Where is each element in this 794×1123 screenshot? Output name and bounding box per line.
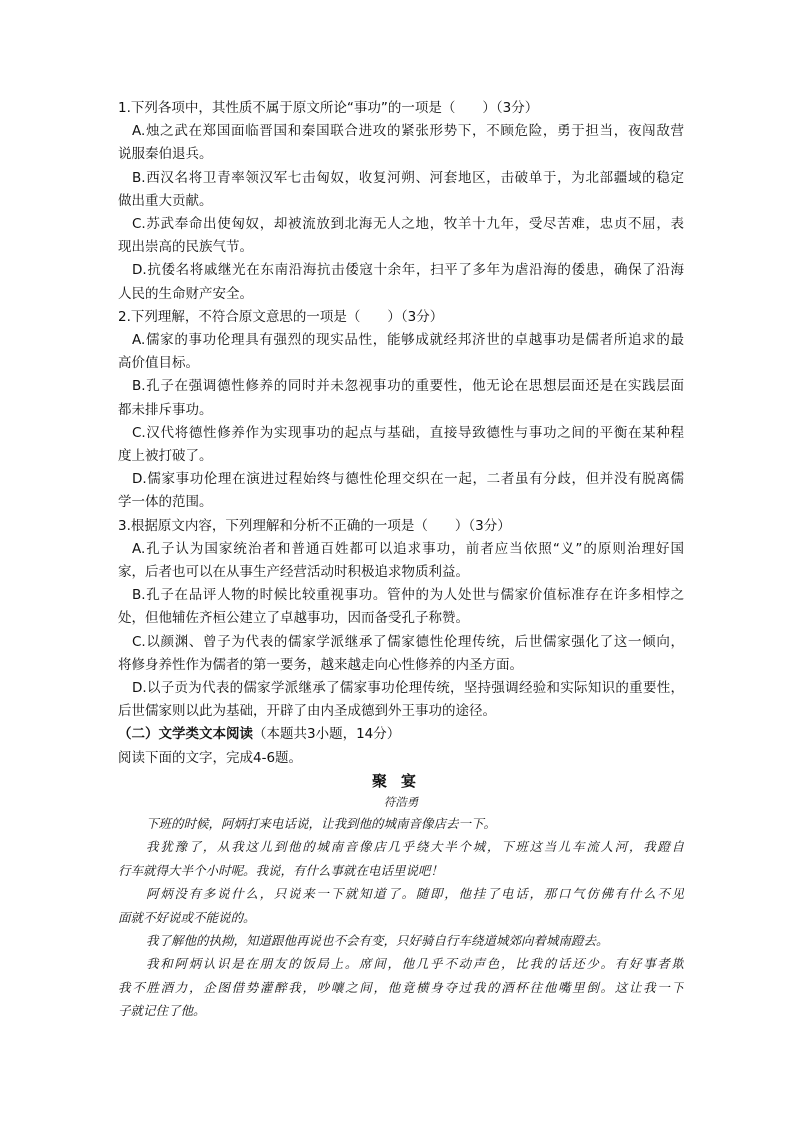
story-author: 符浩勇 (383, 794, 419, 809)
story-paragraph-5-line-2: 我不胜酒力，企图借势灌醉我，吵嚷之间，他竟横身夺过我的酒杯往他嘴里倒。这让我一下 (118, 979, 684, 995)
story-paragraph-2-line-2: 行车就得大半个小时呢。我说，有什么事就在电话里说吧！ (118, 862, 444, 878)
option-b-line-2: 都未排斥事功。 (118, 401, 213, 418)
option-b-line-1: B.西汉名将卫青率领汉军七击匈奴，收复河朔、河套地区，击破单于，为北部疆域的稳定 (132, 169, 684, 186)
option-d-line-1: D.以子贡为代表的儒家学派继承了儒家事功伦理传统，坚持强调经验和实际知识的重要性， (132, 680, 684, 697)
question-stem: 2.下列理解，不符合原文意思的一项是（ ）（3分） (118, 308, 444, 325)
option-b-line-1: B.孔子在强调德性修养的同时并未忽视事功的重要性，他无论在思想层面还是在实践层面 (132, 378, 684, 395)
story-paragraph-5-line-1: 我和阿炳认识是在朋友的饭局上。席间，他几乎不动声色，比我的话还少。有好事者欺 (146, 956, 684, 972)
option-a-line-1: A.烛之武在郑国面临晋国和秦国联合进攻的紧张形势下，不顾危险，勇于担当，夜闯敌营 (132, 123, 684, 140)
story-paragraph-3-line-2: 面就不好说或不能说的。 (118, 909, 256, 925)
option-c-line-2: 现出崇高的民族气节。 (118, 239, 253, 256)
story-paragraph-5-line-3: 子就记住了他。 (118, 1003, 206, 1019)
option-a-line-2: 说服秦伯退兵。 (118, 146, 213, 163)
option-b-line-2: 处，但他辅佐齐桓公建立了卓越事功，因而备受孔子称赞。 (118, 610, 469, 627)
story-paragraph-2-line-1: 我犹豫了，从我这儿到他的城南音像店几乎绕大半个城，下班这当儿车流人河，我蹬自 (146, 839, 684, 855)
story-body (118, 812, 684, 1023)
option-a-line-2: 高价值目标。 (118, 355, 199, 372)
option-a-line-1: A.孔子认为国家统治者和普通百姓都可以追求事功，前者应当依照“义”的原则治理好国 (132, 540, 684, 557)
option-d-line-2: 后世儒家则以此为基础，开辟了由内圣成德到外王事功的途径。 (118, 703, 496, 720)
question-stem: 3.根据原文内容，下列理解和分析不正确的一项是（ ）（3分） (118, 517, 511, 534)
option-b-line-2: 做出重大贡献。 (118, 192, 213, 209)
section-title: （二）文学类文本阅读 (118, 726, 253, 743)
option-a-line-1: A.儒家的事功伦理具有强烈的现实品性，能够成就经邦济世的卓越事功是儒者所追求的最 (132, 332, 684, 349)
story-paragraph-3-line-1: 阿炳没有多说什么，只说来一下就知道了。随即，他挂了电话，那口气仿佛有什么不见 (146, 886, 684, 902)
option-d-line-2: 人民的生命财产安全。 (118, 285, 253, 302)
option-b-line-1: B.孔子在品评人物的时候比较重视事功。管仲的为人处世与儒家价值标准存在许多相悖之 (132, 587, 684, 604)
story-paragraph-4-line-1: 我了解他的执拗，知道跟他再说也不会有变，只好骑自行车绕道城郊向着城南蹬去。 (146, 932, 609, 948)
story-title: 聚宴 (371, 771, 430, 790)
option-d-line-2: 学一体的范围。 (118, 494, 213, 511)
story-paragraph-1-line-1: 下班的时候，阿炳打来电话说，让我到他的城南音像店去一下。 (146, 815, 497, 831)
question-2 (118, 306, 684, 515)
option-c-line-2: 度上被打破了。 (118, 448, 213, 465)
section-note: （本题共3小题，14分） (253, 726, 401, 743)
option-a-line-2: 家，后者也可以在从事生产经营活动时积极追求物质利益。 (118, 564, 469, 581)
document-content (118, 97, 684, 1023)
section-instruction: 阅读下面的文字，完成4-6题。 (118, 749, 303, 766)
option-d-line-1: D.抗倭名将戚继光在东南沿海抗击倭寇十余年，扫平了多年为虐沿海的倭患，确保了沿海 (132, 262, 684, 279)
question-3 (118, 515, 684, 724)
option-d-line-1: D.儒家事功伦理在演进过程始终与德性伦理交织在一起，二者虽有分歧，但并没有脱离儒 (132, 471, 684, 488)
option-c-line-1: C.汉代将德性修养作为实现事功的起点与基础，直接导致德性与事功之间的平衡在某种程 (132, 424, 684, 441)
question-stem: 1.下列各项中，其性质不属于原文所论“事功”的一项是（ ）（3分） (118, 100, 539, 116)
option-c-line-2: 将修身养性作为儒者的第一要务，越来越走向心性修养的内圣方面。 (118, 656, 523, 673)
option-c-line-1: C.以颜渊、曾子为代表的儒家学派继承了儒家德性伦理传统，后世儒家强化了这一倾向， (132, 633, 684, 650)
section-heading (118, 723, 684, 746)
question-1 (118, 97, 684, 306)
option-c-line-1: C.苏武奉命出使匈奴，却被流放到北海无人之地，牧羊十九年，受尽苦难，忠贞不屈，表 (132, 216, 684, 233)
